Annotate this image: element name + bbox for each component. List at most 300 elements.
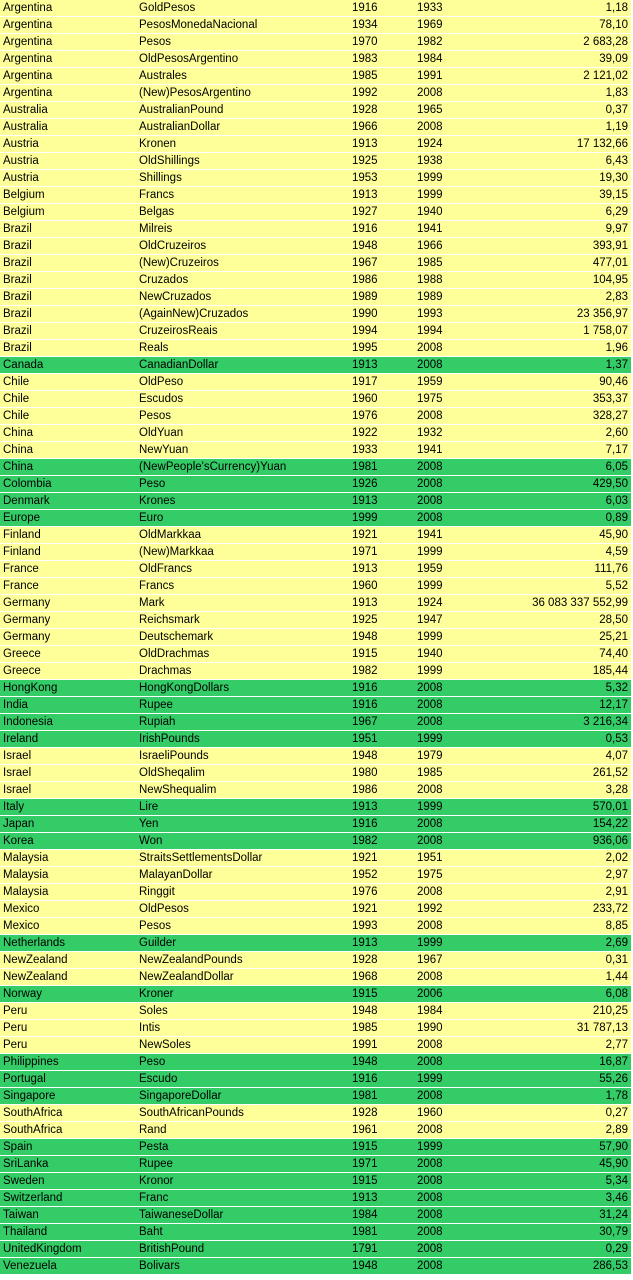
rate-cell[interactable]: 570,01 <box>592 801 628 813</box>
end-year-cell[interactable]: 1924 <box>417 138 443 150</box>
currency-cell[interactable]: Reals <box>139 342 169 354</box>
currency-cell[interactable]: IsraeliPounds <box>139 750 209 762</box>
start-year-cell[interactable]: 1933 <box>352 444 378 456</box>
country-cell[interactable]: Brazil <box>3 308 32 320</box>
country-cell[interactable]: HongKong <box>3 682 58 694</box>
currency-cell[interactable]: Guilder <box>139 937 177 949</box>
table-row[interactable] <box>0 1241 631 1258</box>
table-row[interactable] <box>0 1207 631 1224</box>
currency-cell[interactable]: Kronen <box>139 138 177 150</box>
rate-cell[interactable]: 1,96 <box>605 342 628 354</box>
currency-cell[interactable]: OldFrancs <box>139 563 193 575</box>
currency-cell[interactable]: GoldPesos <box>139 2 196 14</box>
start-year-cell[interactable]: 1986 <box>352 274 378 286</box>
rate-cell[interactable]: 23 356,97 <box>576 308 628 320</box>
currency-cell[interactable]: (New)PesosArgentino <box>139 87 251 99</box>
end-year-cell[interactable]: 1960 <box>417 1107 443 1119</box>
table-row[interactable] <box>0 374 631 391</box>
table-row[interactable] <box>0 1173 631 1190</box>
end-year-cell[interactable]: 2008 <box>417 1226 443 1238</box>
country-cell[interactable]: Denmark <box>3 495 50 507</box>
rate-cell[interactable]: 2,60 <box>605 427 628 439</box>
end-year-cell[interactable]: 1999 <box>417 172 443 184</box>
rate-cell[interactable]: 2,83 <box>605 291 628 303</box>
currency-cell[interactable]: NewShequalim <box>139 784 217 796</box>
rate-cell[interactable]: 2 121,02 <box>583 70 628 82</box>
start-year-cell[interactable]: 1925 <box>352 614 378 626</box>
country-cell[interactable]: Brazil <box>3 223 32 235</box>
country-cell[interactable]: China <box>3 427 34 439</box>
end-year-cell[interactable]: 2008 <box>417 342 443 354</box>
currency-cell[interactable]: Rupiah <box>139 716 176 728</box>
country-cell[interactable]: Canada <box>3 359 44 371</box>
currency-cell[interactable]: OldPesos <box>139 903 189 915</box>
table-row[interactable] <box>0 833 631 850</box>
end-year-cell[interactable]: 2008 <box>417 359 443 371</box>
country-cell[interactable]: Brazil <box>3 257 32 269</box>
start-year-cell[interactable]: 1926 <box>352 478 378 490</box>
table-row[interactable] <box>0 1156 631 1173</box>
rate-cell[interactable]: 16,87 <box>599 1056 628 1068</box>
country-cell[interactable]: Brazil <box>3 325 32 337</box>
country-cell[interactable]: Austria <box>3 138 39 150</box>
start-year-cell[interactable]: 1991 <box>352 1039 378 1051</box>
currency-cell[interactable]: Shillings <box>139 172 182 184</box>
rate-cell[interactable]: 6,05 <box>605 461 628 473</box>
start-year-cell[interactable]: 1791 <box>352 1243 378 1255</box>
rate-cell[interactable]: 31 787,13 <box>576 1022 628 1034</box>
table-row[interactable] <box>0 340 631 357</box>
end-year-cell[interactable]: 1966 <box>417 240 443 252</box>
start-year-cell[interactable]: 1913 <box>352 495 378 507</box>
currency-cell[interactable]: NewZealandPounds <box>139 954 243 966</box>
rate-cell[interactable]: 0,37 <box>605 104 628 116</box>
end-year-cell[interactable]: 2008 <box>417 1243 443 1255</box>
table-row[interactable] <box>0 493 631 510</box>
currency-cell[interactable]: NewYuan <box>139 444 189 456</box>
country-cell[interactable]: Finland <box>3 546 41 558</box>
table-row[interactable] <box>0 867 631 884</box>
table-row[interactable] <box>0 153 631 170</box>
table-row[interactable] <box>0 1054 631 1071</box>
rate-cell[interactable]: 39,09 <box>599 53 628 65</box>
end-year-cell[interactable]: 2008 <box>417 1192 443 1204</box>
start-year-cell[interactable]: 1966 <box>352 121 378 133</box>
start-year-cell[interactable]: 1982 <box>352 665 378 677</box>
end-year-cell[interactable]: 1947 <box>417 614 443 626</box>
currency-cell[interactable]: Cruzados <box>139 274 189 286</box>
start-year-cell[interactable]: 1971 <box>352 546 378 558</box>
start-year-cell[interactable]: 1986 <box>352 784 378 796</box>
end-year-cell[interactable]: 2008 <box>417 1124 443 1136</box>
rate-cell[interactable]: 8,85 <box>605 920 628 932</box>
country-cell[interactable]: Germany <box>3 614 51 626</box>
country-cell[interactable]: Korea <box>3 835 34 847</box>
currency-cell[interactable]: Rupee <box>139 699 173 711</box>
start-year-cell[interactable]: 1981 <box>352 461 378 473</box>
start-year-cell[interactable]: 1994 <box>352 325 378 337</box>
start-year-cell[interactable]: 1982 <box>352 835 378 847</box>
currency-cell[interactable]: Franc <box>139 1192 169 1204</box>
start-year-cell[interactable]: 1921 <box>352 903 378 915</box>
table-row[interactable] <box>0 442 631 459</box>
rate-cell[interactable]: 12,17 <box>599 699 628 711</box>
rate-cell[interactable]: 28,50 <box>599 614 628 626</box>
end-year-cell[interactable]: 1992 <box>417 903 443 915</box>
currency-cell[interactable]: Australes <box>139 70 187 82</box>
country-cell[interactable]: Germany <box>3 597 51 609</box>
currency-cell[interactable]: Drachmas <box>139 665 192 677</box>
rate-cell[interactable]: 36 083 337 552,99 <box>532 597 628 609</box>
start-year-cell[interactable]: 1953 <box>352 172 378 184</box>
end-year-cell[interactable]: 2008 <box>417 835 443 847</box>
table-row[interactable] <box>0 1105 631 1122</box>
rate-cell[interactable]: 0,31 <box>605 954 628 966</box>
rate-cell[interactable]: 3,46 <box>605 1192 628 1204</box>
start-year-cell[interactable]: 1995 <box>352 342 378 354</box>
table-row[interactable] <box>0 323 631 340</box>
table-row[interactable] <box>0 272 631 289</box>
start-year-cell[interactable]: 1960 <box>352 393 378 405</box>
rate-cell[interactable]: 1 758,07 <box>583 325 628 337</box>
currency-cell[interactable]: Lire <box>139 801 159 813</box>
end-year-cell[interactable]: 2008 <box>417 410 443 422</box>
end-year-cell[interactable]: 1924 <box>417 597 443 609</box>
table-row[interactable] <box>0 1071 631 1088</box>
table-row[interactable] <box>0 289 631 306</box>
end-year-cell[interactable]: 1999 <box>417 801 443 813</box>
table-row[interactable] <box>0 510 631 527</box>
start-year-cell[interactable]: 1993 <box>352 920 378 932</box>
end-year-cell[interactable]: 2008 <box>417 495 443 507</box>
start-year-cell[interactable]: 1948 <box>352 1260 378 1272</box>
rate-cell[interactable]: 45,90 <box>599 529 628 541</box>
currency-cell[interactable]: Won <box>139 835 163 847</box>
start-year-cell[interactable]: 1922 <box>352 427 378 439</box>
table-row[interactable] <box>0 901 631 918</box>
table-row[interactable] <box>0 1037 631 1054</box>
rate-cell[interactable]: 429,50 <box>592 478 628 490</box>
rate-cell[interactable]: 233,72 <box>592 903 628 915</box>
country-cell[interactable]: Argentina <box>3 70 53 82</box>
country-cell[interactable]: Israel <box>3 784 32 796</box>
end-year-cell[interactable]: 1941 <box>417 223 443 235</box>
rate-cell[interactable]: 78,10 <box>599 19 628 31</box>
country-cell[interactable]: Brazil <box>3 274 32 286</box>
rate-cell[interactable]: 210,25 <box>592 1005 628 1017</box>
end-year-cell[interactable]: 2008 <box>417 1175 443 1187</box>
end-year-cell[interactable]: 1984 <box>417 53 443 65</box>
rate-cell[interactable]: 328,27 <box>592 410 628 422</box>
table-row[interactable] <box>0 714 631 731</box>
country-cell[interactable]: China <box>3 444 34 456</box>
rate-cell[interactable]: 0,53 <box>605 733 628 745</box>
rate-cell[interactable]: 6,43 <box>605 155 628 167</box>
country-cell[interactable]: Mexico <box>3 920 40 932</box>
table-row[interactable] <box>0 850 631 867</box>
country-cell[interactable]: SriLanka <box>3 1158 49 1170</box>
table-row[interactable] <box>0 0 631 17</box>
table-row[interactable] <box>0 952 631 969</box>
currency-cell[interactable]: Baht <box>139 1226 163 1238</box>
table-row[interactable] <box>0 170 631 187</box>
currency-cell[interactable]: OldPesosArgentino <box>139 53 239 65</box>
start-year-cell[interactable]: 1948 <box>352 1005 378 1017</box>
country-cell[interactable]: Norway <box>3 988 42 1000</box>
currency-cell[interactable]: CruzeirosReais <box>139 325 218 337</box>
currency-cell[interactable]: Pesos <box>139 410 171 422</box>
rate-cell[interactable]: 4,07 <box>605 750 628 762</box>
currency-cell[interactable]: Kronor <box>139 1175 174 1187</box>
country-cell[interactable]: Austria <box>3 155 39 167</box>
country-cell[interactable]: Venezuela <box>3 1260 57 1272</box>
rate-cell[interactable]: 1,37 <box>605 359 628 371</box>
rate-cell[interactable]: 6,29 <box>605 206 628 218</box>
rate-cell[interactable]: 2 683,28 <box>583 36 628 48</box>
table-row[interactable] <box>0 1003 631 1020</box>
end-year-cell[interactable]: 2008 <box>417 478 443 490</box>
end-year-cell[interactable]: 1990 <box>417 1022 443 1034</box>
rate-cell[interactable]: 90,46 <box>599 376 628 388</box>
currency-cell[interactable]: (NewPeople'sCurrency)Yuan <box>139 461 287 473</box>
country-cell[interactable]: UnitedKingdom <box>3 1243 82 1255</box>
currency-cell[interactable]: OldPeso <box>139 376 184 388</box>
country-cell[interactable]: Ireland <box>3 733 39 745</box>
country-cell[interactable]: India <box>3 699 28 711</box>
country-cell[interactable]: Spain <box>3 1141 33 1153</box>
country-cell[interactable]: Malaysia <box>3 869 49 881</box>
country-cell[interactable]: Chile <box>3 410 30 422</box>
country-cell[interactable]: Italy <box>3 801 25 813</box>
rate-cell[interactable]: 5,34 <box>605 1175 628 1187</box>
end-year-cell[interactable]: 1975 <box>417 869 443 881</box>
start-year-cell[interactable]: 1915 <box>352 1175 378 1187</box>
start-year-cell[interactable]: 1916 <box>352 818 378 830</box>
rate-cell[interactable]: 286,53 <box>592 1260 628 1272</box>
rate-cell[interactable]: 17 132,66 <box>576 138 628 150</box>
country-cell[interactable]: China <box>3 461 34 473</box>
table-row[interactable] <box>0 204 631 221</box>
start-year-cell[interactable]: 1976 <box>352 886 378 898</box>
rate-cell[interactable]: 5,52 <box>605 580 628 592</box>
end-year-cell[interactable]: 1985 <box>417 257 443 269</box>
rate-cell[interactable]: 477,01 <box>592 257 628 269</box>
country-cell[interactable]: Malaysia <box>3 886 49 898</box>
currency-cell[interactable]: Intis <box>139 1022 161 1034</box>
start-year-cell[interactable]: 1915 <box>352 648 378 660</box>
table-row[interactable] <box>0 17 631 34</box>
table-row[interactable] <box>0 306 631 323</box>
end-year-cell[interactable]: 1932 <box>417 427 443 439</box>
rate-cell[interactable]: 104,95 <box>592 274 628 286</box>
currency-cell[interactable]: Belgas <box>139 206 175 218</box>
rate-cell[interactable]: 2,69 <box>605 937 628 949</box>
start-year-cell[interactable]: 1913 <box>352 937 378 949</box>
rate-cell[interactable]: 0,27 <box>605 1107 628 1119</box>
rate-cell[interactable]: 74,40 <box>599 648 628 660</box>
country-cell[interactable]: Greece <box>3 648 41 660</box>
table-row[interactable] <box>0 119 631 136</box>
country-cell[interactable]: Brazil <box>3 342 32 354</box>
start-year-cell[interactable]: 1961 <box>352 1124 378 1136</box>
rate-cell[interactable]: 936,06 <box>592 835 628 847</box>
rate-cell[interactable]: 1,18 <box>605 2 628 14</box>
currency-cell[interactable]: Soles <box>139 1005 168 1017</box>
table-row[interactable] <box>0 680 631 697</box>
rate-cell[interactable]: 353,37 <box>592 393 628 405</box>
country-cell[interactable]: SouthAfrica <box>3 1124 63 1136</box>
start-year-cell[interactable]: 1915 <box>352 988 378 1000</box>
currency-cell[interactable]: AustralianDollar <box>139 121 221 133</box>
start-year-cell[interactable]: 1928 <box>352 104 378 116</box>
rate-cell[interactable]: 0,89 <box>605 512 628 524</box>
table-row[interactable] <box>0 34 631 51</box>
currency-cell[interactable]: OldSheqalim <box>139 767 205 779</box>
country-cell[interactable]: NewZealand <box>3 954 68 966</box>
country-cell[interactable]: Singapore <box>3 1090 56 1102</box>
currency-cell[interactable]: Peso <box>139 1056 166 1068</box>
end-year-cell[interactable]: 1967 <box>417 954 443 966</box>
table-row[interactable] <box>0 544 631 561</box>
country-cell[interactable]: Argentina <box>3 2 53 14</box>
start-year-cell[interactable]: 1927 <box>352 206 378 218</box>
country-cell[interactable]: Australia <box>3 121 48 133</box>
rate-cell[interactable]: 7,17 <box>605 444 628 456</box>
country-cell[interactable]: Mexico <box>3 903 40 915</box>
end-year-cell[interactable]: 2008 <box>417 1260 443 1272</box>
start-year-cell[interactable]: 1983 <box>352 53 378 65</box>
currency-cell[interactable]: Pesta <box>139 1141 169 1153</box>
rate-cell[interactable]: 4,59 <box>605 546 628 558</box>
end-year-cell[interactable]: 1999 <box>417 580 443 592</box>
rate-cell[interactable]: 3,28 <box>605 784 628 796</box>
currency-cell[interactable]: Euro <box>139 512 164 524</box>
end-year-cell[interactable]: 1969 <box>417 19 443 31</box>
rate-cell[interactable]: 5,32 <box>605 682 628 694</box>
table-row[interactable] <box>0 1190 631 1207</box>
country-cell[interactable]: NewZealand <box>3 971 68 983</box>
currency-cell[interactable]: OldYuan <box>139 427 184 439</box>
country-cell[interactable]: Colombia <box>3 478 52 490</box>
currency-cell[interactable]: Escudo <box>139 1073 178 1085</box>
rate-cell[interactable]: 6,08 <box>605 988 628 1000</box>
currency-cell[interactable]: SingaporeDollar <box>139 1090 222 1102</box>
table-row[interactable] <box>0 697 631 714</box>
rate-cell[interactable]: 2,89 <box>605 1124 628 1136</box>
rate-cell[interactable]: 25,21 <box>599 631 628 643</box>
country-cell[interactable]: France <box>3 580 39 592</box>
table-row[interactable] <box>0 476 631 493</box>
table-row[interactable] <box>0 408 631 425</box>
currency-cell[interactable]: Rupee <box>139 1158 173 1170</box>
start-year-cell[interactable]: 1934 <box>352 19 378 31</box>
start-year-cell[interactable]: 1916 <box>352 699 378 711</box>
start-year-cell[interactable]: 1917 <box>352 376 378 388</box>
rate-cell[interactable]: 6,03 <box>605 495 628 507</box>
table-row[interactable] <box>0 51 631 68</box>
start-year-cell[interactable]: 1948 <box>352 631 378 643</box>
end-year-cell[interactable]: 1999 <box>417 1073 443 1085</box>
currency-cell[interactable]: SouthAfricanPounds <box>139 1107 244 1119</box>
currency-cell[interactable]: Ringgit <box>139 886 175 898</box>
start-year-cell[interactable]: 1913 <box>352 138 378 150</box>
currency-cell[interactable]: Pesos <box>139 36 171 48</box>
end-year-cell[interactable]: 1938 <box>417 155 443 167</box>
end-year-cell[interactable]: 1999 <box>417 733 443 745</box>
table-row[interactable] <box>0 425 631 442</box>
end-year-cell[interactable]: 1999 <box>417 189 443 201</box>
currency-cell[interactable]: Reichsmark <box>139 614 200 626</box>
table-row[interactable] <box>0 731 631 748</box>
currency-cell[interactable]: (AgainNew)Cruzados <box>139 308 249 320</box>
end-year-cell[interactable]: 2008 <box>417 87 443 99</box>
currency-cell[interactable]: (New)Markkaa <box>139 546 214 558</box>
rate-cell[interactable]: 2,97 <box>605 869 628 881</box>
start-year-cell[interactable]: 1999 <box>352 512 378 524</box>
country-cell[interactable]: Argentina <box>3 36 53 48</box>
start-year-cell[interactable]: 1948 <box>352 240 378 252</box>
end-year-cell[interactable]: 1985 <box>417 767 443 779</box>
table-row[interactable] <box>0 612 631 629</box>
end-year-cell[interactable]: 1999 <box>417 546 443 558</box>
currency-cell[interactable]: NewZealandDollar <box>139 971 234 983</box>
currency-cell[interactable]: Krones <box>139 495 176 507</box>
start-year-cell[interactable]: 1992 <box>352 87 378 99</box>
country-cell[interactable]: Taiwan <box>3 1209 39 1221</box>
end-year-cell[interactable]: 1940 <box>417 206 443 218</box>
table-row[interactable] <box>0 136 631 153</box>
currency-cell[interactable]: TaiwaneseDollar <box>139 1209 224 1221</box>
country-cell[interactable]: Portugal <box>3 1073 46 1085</box>
end-year-cell[interactable]: 2008 <box>417 1209 443 1221</box>
currency-cell[interactable]: OldCruzeiros <box>139 240 207 252</box>
start-year-cell[interactable]: 1990 <box>352 308 378 320</box>
table-row[interactable] <box>0 1122 631 1139</box>
end-year-cell[interactable]: 1941 <box>417 529 443 541</box>
table-row[interactable] <box>0 1139 631 1156</box>
start-year-cell[interactable]: 1925 <box>352 155 378 167</box>
rate-cell[interactable]: 3 216,34 <box>583 716 628 728</box>
country-cell[interactable]: Belgium <box>3 189 45 201</box>
currency-cell[interactable]: OldDrachmas <box>139 648 210 660</box>
table-row[interactable] <box>0 68 631 85</box>
country-cell[interactable]: Greece <box>3 665 41 677</box>
end-year-cell[interactable]: 2008 <box>417 682 443 694</box>
rate-cell[interactable]: 111,76 <box>594 563 628 575</box>
country-cell[interactable]: Germany <box>3 631 51 643</box>
end-year-cell[interactable]: 2008 <box>417 1056 443 1068</box>
currency-cell[interactable]: Francs <box>139 189 175 201</box>
end-year-cell[interactable]: 1993 <box>417 308 443 320</box>
table-row[interactable] <box>0 221 631 238</box>
rate-cell[interactable]: 1,83 <box>605 87 628 99</box>
table-row[interactable] <box>0 357 631 374</box>
table-row[interactable] <box>0 799 631 816</box>
rate-cell[interactable]: 2,77 <box>605 1039 628 1051</box>
currency-cell[interactable]: MalayanDollar <box>139 869 213 881</box>
table-row[interactable] <box>0 748 631 765</box>
country-cell[interactable]: Chile <box>3 393 30 405</box>
end-year-cell[interactable]: 1941 <box>417 444 443 456</box>
table-row[interactable] <box>0 884 631 901</box>
country-cell[interactable]: Switzerland <box>3 1192 63 1204</box>
start-year-cell[interactable]: 1989 <box>352 291 378 303</box>
rate-cell[interactable]: 393,91 <box>592 240 628 252</box>
currency-cell[interactable]: Mark <box>139 597 165 609</box>
start-year-cell[interactable]: 1985 <box>352 70 378 82</box>
table-row[interactable] <box>0 782 631 799</box>
end-year-cell[interactable]: 1940 <box>417 648 443 660</box>
